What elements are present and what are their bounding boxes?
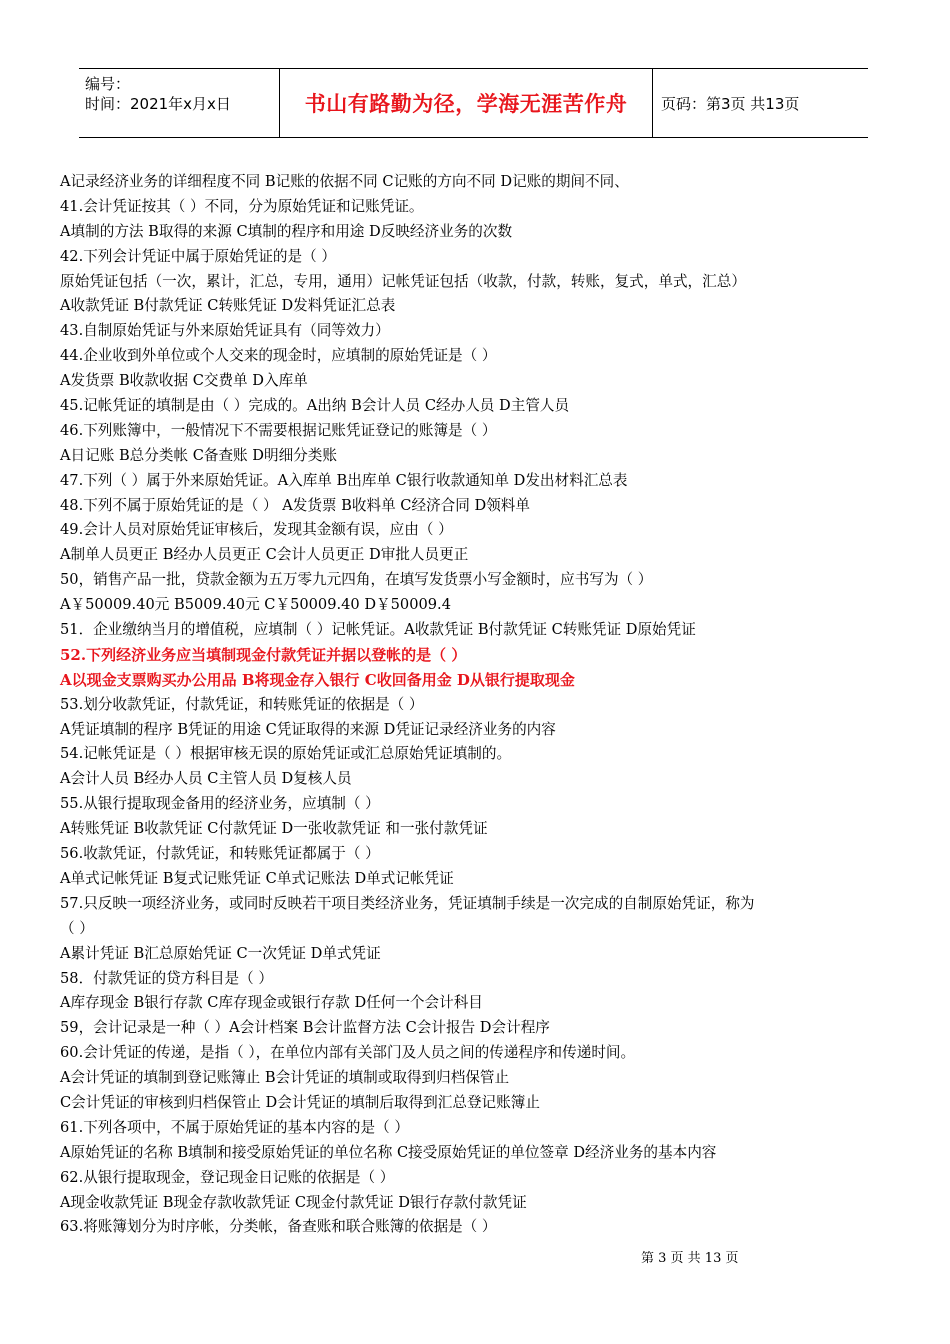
text-line: A制单人员更正 B经办人员更正 C会计人员更正 D审批人员更正 <box>60 546 469 564</box>
text-line: A库存现金 B银行存款 C库存现金或银行存款 D任何一个会计科目 <box>60 994 483 1012</box>
question-43: 43.自制原始凭证与外来原始凭证具有（同等效力） <box>60 322 390 340</box>
question-60: 60.会计凭证的传递，是指（ ），在单位内部有关部门及人员之间的传递程序和传递时间。 <box>60 1044 636 1062</box>
text-line: A转账凭证 B收款凭证 C付款凭证 D一张收款凭证 和一张付款凭证 <box>60 820 488 838</box>
question-52-options-highlighted: A以现金支票购买办公用品 B将现金存入银行 C收回备用金 D从银行提取现金 <box>60 670 575 689</box>
text-line: A现金收款凭证 B现金存款收款凭证 C现金付款凭证 D银行存款付款凭证 <box>60 1193 527 1211</box>
question-53: 53.划分收款凭证，付款凭证，和转账凭证的依据是（ ） <box>60 695 424 713</box>
text-line: 原始凭证包括（一次，累计，汇总，专用，通用）记帐凭证包括（收款，付款，转账，复式，单式，汇总） <box>60 272 746 290</box>
header-motto: 书山有路勤为径，学海无涯苦作舟 <box>304 91 628 116</box>
question-44: 44.企业收到外单位或个人交来的现金时，应填制的原始凭证是（ ） <box>60 347 497 365</box>
question-54: 54.记帐凭证是（ ）根据审核无误的原始凭证或汇总原始凭证填制的。 <box>60 745 512 763</box>
header-page-cell <box>653 69 868 137</box>
question-42: 42.下列会计凭证中属于原始凭证的是（ ） <box>60 247 336 265</box>
text-line: A日记账 B总分类帐 C备查账 D明细分类账 <box>60 446 337 464</box>
text-line: A会计人员 B经办人员 C主管人员 D复核人员 <box>60 770 352 788</box>
question-41: 41.会计凭证按其（ ）不同，分为原始凭证和记账凭证。 <box>60 197 424 215</box>
page-footer: 第 3 页 共 13 页 <box>641 1251 739 1266</box>
question-52-highlighted: 52.下列经济业务应当填制现金付款凭证并据以登帐的是（ ） <box>60 645 467 664</box>
document-time-label: 时间：2021年x月x日 <box>85 95 231 113</box>
question-45: 45.记帐凭证的填制是由（ ）完成的。A出纳 B会计人员 C经办人员 D主管人员 <box>60 397 570 415</box>
question-47: 47.下列（ ）属于外来原始凭证。A入库单 B出库单 C银行收款通知单 D发出材料汇总表 <box>60 471 628 489</box>
text-line: A原始凭证的名称 B填制和接受原始凭证的单位名称 C接受原始凭证的单位签章 D经济业务的基本内容 <box>60 1143 717 1161</box>
text-line: A单式记帐凭证 B复式记账凭证 C单式记账法 D单式记帐凭证 <box>60 869 454 887</box>
question-55: 55.从银行提取现金备用的经济业务，应填制（ ） <box>60 795 380 813</box>
document-number-label: 编号： <box>85 75 131 93</box>
text-line: A累计凭证 B汇总原始凭证 C一次凭证 D单式凭证 <box>60 944 381 962</box>
page-header <box>79 68 868 138</box>
text-line: A收款凭证 B付款凭证 C转账凭证 D发料凭证汇总表 <box>60 297 396 315</box>
text-line: A填制的方法 B取得的来源 C填制的程序和用途 D反映经济业务的次数 <box>60 222 513 240</box>
header-info-cell <box>79 69 280 137</box>
text-line: （ ） <box>60 919 94 937</box>
question-51: 51．企业缴纳当月的增值税，应填制（ ）记帐凭证。A收款凭证 B付款凭证 C转账凭证 D原始凭证 <box>60 621 696 639</box>
header-page-code: 页码：第3页 共13页 <box>661 94 800 113</box>
question-50: 50，销售产品一批，贷款金额为五万零九元四角，在填写发货票小写金额时，应书写为（ ） <box>60 571 653 589</box>
document-body <box>60 170 860 1240</box>
text-line: A记录经济业务的详细程度不同 B记账的依据不同 C记账的方向不同 D记账的期间不同、 <box>60 173 629 190</box>
text-line: A会计凭证的填制到登记账簿止 B会计凭证的填制或取得到归档保管止 <box>60 1069 510 1087</box>
question-56: 56.收款凭证，付款凭证，和转账凭证都属于（ ） <box>60 845 380 863</box>
header-motto-cell <box>280 69 653 137</box>
question-61: 61.下列各项中，不属于原始凭证的基本内容的是（ ） <box>60 1118 409 1136</box>
question-63: 63.将账簿划分为时序帐，分类帐，备查账和联合账簿的依据是（ ） <box>60 1218 497 1236</box>
question-57: 57.只反映一项经济业务，或同时反映若干项目类经济业务，凭证填制手续是一次完成的自制原始凭证，称为 <box>60 894 755 912</box>
text-line: C会计凭证的审核到归档保管止 D会计凭证的填制后取得到汇总登记账簿止 <box>60 1093 540 1111</box>
question-46: 46.下列账簿中，一般情况下不需要根据记账凭证登记的账簿是（ ） <box>60 421 497 439</box>
text-line: A凭证填制的程序 B凭证的用途 C凭证取得的来源 D凭证记录经济业务的内容 <box>60 720 556 738</box>
text-line: A￥50009.40元 B5009.40元 C￥50009.40 D￥50009.4 <box>60 596 451 614</box>
question-62: 62.从银行提取现金，登记现金日记账的依据是（ ） <box>60 1168 395 1186</box>
question-58: 58．付款凭证的贷方科目是（ ） <box>60 969 273 987</box>
question-49: 49.会计人员对原始凭证审核后，发现其金额有误，应由（ ） <box>60 521 453 539</box>
question-48: 48.下列不属于原始凭证的是（ ） A发货票 B收料单 C经济合同 D领料单 <box>60 496 530 514</box>
text-line: A发货票 B收款收据 C交费单 D入库单 <box>60 372 308 390</box>
question-59: 59，会计记录是一种（ ）A会计档案 B会计监督方法 C会计报告 D会计程序 <box>60 1019 550 1037</box>
